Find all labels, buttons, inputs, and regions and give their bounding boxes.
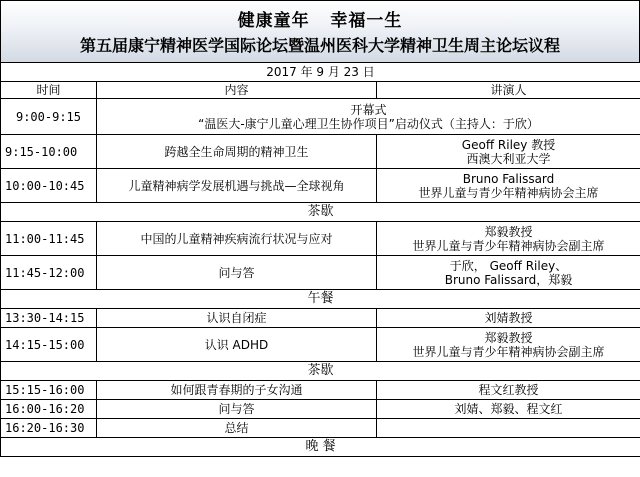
page-title — [1, 6, 639, 31]
session-speaker — [377, 222, 640, 256]
speaker-line: 刘婧、郑毅、程文红 — [454, 402, 563, 416]
session-speaker — [377, 328, 640, 362]
date-row — [1, 63, 640, 82]
session-time: 14:15-15:00 — [1, 328, 97, 362]
session-speaker — [377, 135, 640, 169]
break-label: 晚 餐 — [1, 438, 640, 457]
agenda-table — [0, 62, 640, 457]
session-content: 认识自闭症 — [97, 309, 377, 328]
break-label: 茶歇 — [1, 362, 640, 381]
session-speaker — [377, 256, 640, 290]
column-header-time: 时间 — [1, 82, 97, 99]
column-header-speaker: 讲演人 — [377, 82, 640, 99]
session-row — [1, 222, 640, 256]
session-time: 16:00-16:20 — [1, 400, 97, 419]
session-time: 11:00-11:45 — [1, 222, 97, 256]
session-speaker — [377, 309, 640, 328]
session-speaker — [377, 381, 640, 400]
session-content: 问与答 — [97, 256, 377, 290]
break-row — [1, 290, 640, 309]
speaker-line: 世界儿童与青少年精神病协会副主席 — [412, 238, 605, 253]
session-time: 13:30-14:15 — [1, 309, 97, 328]
session-row — [1, 419, 640, 438]
break-row — [1, 203, 640, 222]
break-row — [1, 438, 640, 457]
session-time: 15:15-16:00 — [1, 381, 97, 400]
opening-title: 开幕式 — [350, 102, 387, 117]
break-label: 午餐 — [1, 290, 640, 309]
session-row — [1, 309, 640, 328]
session-content: 如何跟青春期的子女沟通 — [97, 381, 377, 400]
agenda-header — [0, 0, 640, 62]
speaker-line: 程文红教授 — [478, 383, 539, 397]
speaker-line: 郑毅教授 — [484, 224, 533, 239]
session-speaker — [377, 400, 640, 419]
session-time: 11:45-12:00 — [1, 256, 97, 290]
session-row — [1, 400, 640, 419]
speaker-line: Bruno Falissard — [462, 171, 555, 186]
speaker-line: 世界儿童与青少年精神病协会副主席 — [412, 344, 605, 359]
session-row — [1, 135, 640, 169]
speaker-line: 于欣， Geoff Riley、 — [449, 258, 568, 273]
speaker-line: 郑毅教授 — [484, 330, 533, 345]
date-cell: 2017 年 9 月 23 日 — [1, 63, 640, 82]
session-content: 总结 — [97, 419, 377, 438]
speaker-line: Geoff Riley 教授 — [461, 137, 556, 152]
session-row — [1, 169, 640, 203]
title-left: 健康童年 — [237, 11, 310, 31]
title-right: 幸福一生 — [330, 11, 403, 31]
session-row — [1, 381, 640, 400]
session-speaker — [377, 419, 640, 438]
session-content: 中国的儿童精神疾病流行状况与应对 — [97, 222, 377, 256]
column-header-row — [1, 82, 640, 99]
session-row — [1, 328, 640, 362]
speaker-line: 西澳大利亚大学 — [466, 151, 551, 166]
page-subtitle: 第五届康宁精神医学国际论坛暨温州医科大学精神卫生周主论坛议程 — [79, 36, 560, 55]
opening-time: 9:00-9:15 — [1, 99, 97, 135]
session-content: 儿童精神病学发展机遇与挑战—全球视角 — [97, 169, 377, 203]
break-label: 茶歇 — [1, 203, 640, 222]
session-speaker — [377, 169, 640, 203]
session-time: 16:20-16:30 — [1, 419, 97, 438]
opening-content — [97, 99, 640, 135]
opening-detail: “温医大-康宁儿童心理卫生协作项目”启动仪式（主持人：于欣） — [198, 116, 539, 131]
speaker-line: Bruno Falissard，郑毅 — [444, 272, 573, 287]
break-row — [1, 362, 640, 381]
speaker-line: 刘婧教授 — [484, 311, 533, 325]
session-time: 9:15-10:00 — [1, 135, 97, 169]
session-time: 10:00-10:45 — [1, 169, 97, 203]
speaker-line: 世界儿童与青少年精神病协会主席 — [418, 185, 599, 200]
session-content: 跨越全生命周期的精神卫生 — [97, 135, 377, 169]
session-content: 问与答 — [97, 400, 377, 419]
session-content: 认识 ADHD — [97, 328, 377, 362]
session-row — [1, 256, 640, 290]
opening-row — [1, 99, 640, 135]
column-header-content: 内容 — [97, 82, 377, 99]
